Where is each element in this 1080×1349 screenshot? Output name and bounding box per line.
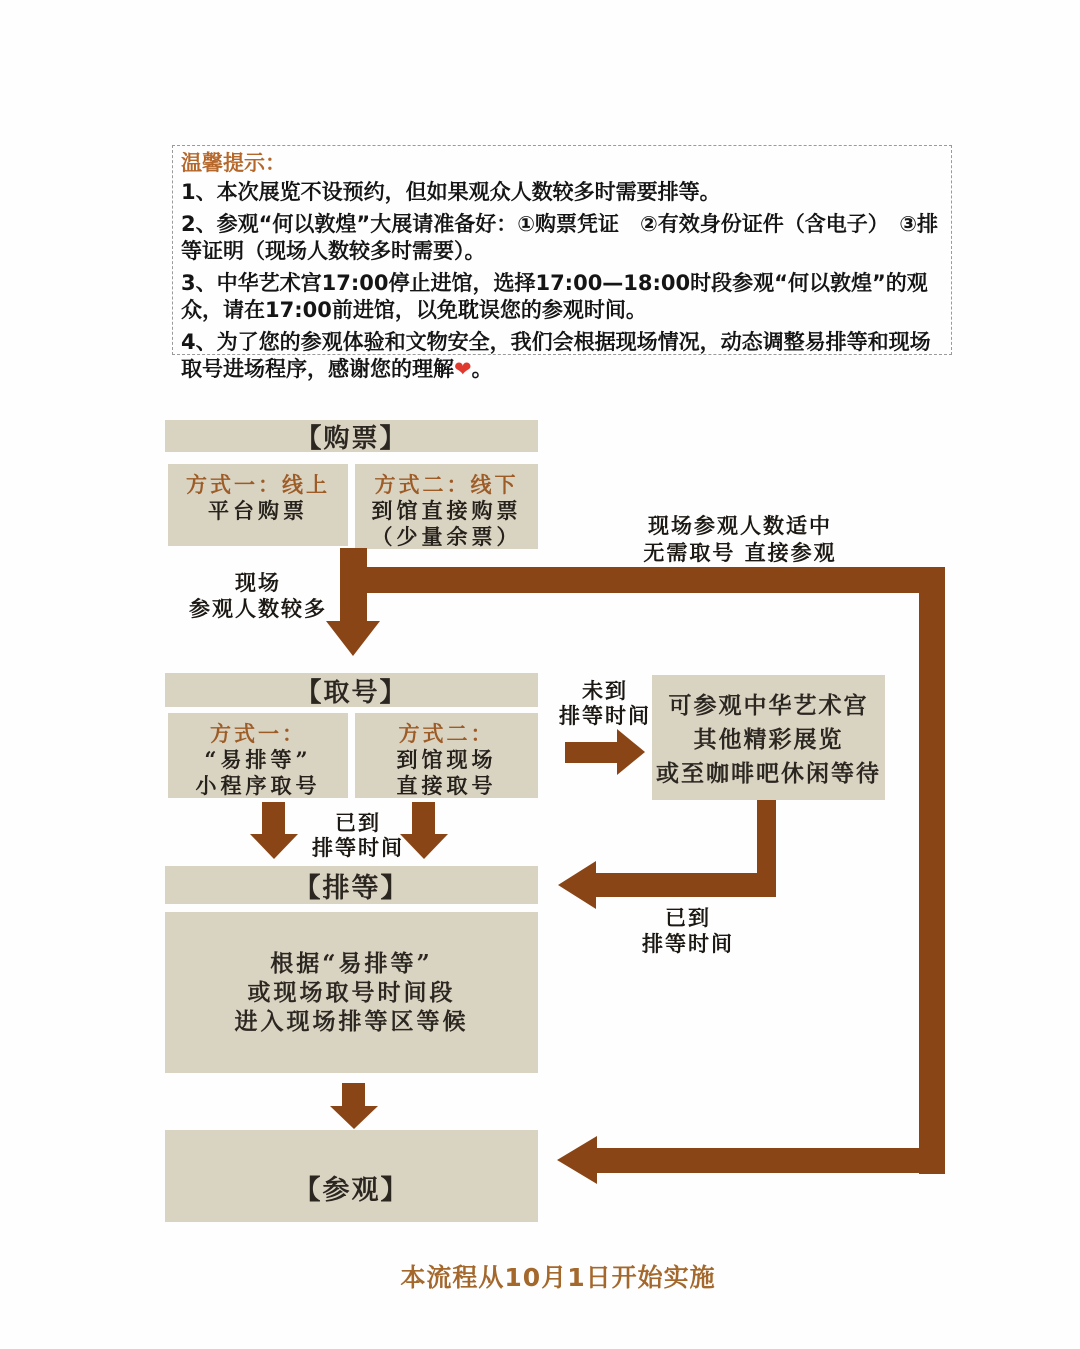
- buy-option-offline-title: 方式二：线下: [374, 472, 519, 497]
- buy-header-label: 【购票】: [295, 423, 408, 454]
- bypass-arrow-bottom-segment: [596, 1148, 945, 1173]
- label-time-arrived-center-line2: 排等时间: [312, 835, 404, 860]
- bypass-arrow-head: [557, 1136, 597, 1184]
- alt-activities-line2: 其他精彩展览: [693, 726, 844, 753]
- label-time-arrived-center-line1: 已到: [335, 810, 381, 835]
- arrow-buy-to-take-head: [326, 621, 380, 656]
- visit-label: 【参观】: [293, 1174, 410, 1206]
- label-crowded-line2: 参观人数较多: [189, 596, 327, 621]
- buy-option-offline-line2: （少量余票）: [371, 524, 522, 549]
- alt-activities-box: [652, 675, 885, 800]
- arrow-miniapp-to-queue-shaft: [262, 802, 285, 834]
- visit-box: [165, 1130, 538, 1222]
- take-option-onsite-box: [355, 713, 538, 798]
- notice-item-3: 3、中华艺术宫17:00停止进馆，选择17:00—18:00时段参观“何以敦煌”的观众，请在17:00前进馆，以免耽误您的参观时间。: [181, 271, 928, 322]
- alt-activities-line1: 可参观中华艺术宫: [668, 692, 869, 719]
- queue-header-box: [165, 866, 538, 904]
- queue-detail-box: [165, 912, 538, 1073]
- arrow-alt-to-queue-head: [558, 861, 596, 909]
- take-header-label: 【取号】: [295, 677, 408, 708]
- notice-item-4: [181, 329, 943, 383]
- take-option-onsite-line1: 到馆现场: [396, 747, 497, 772]
- bypass-arrow-right-segment: [919, 567, 945, 1174]
- take-option-miniapp-box: [168, 713, 348, 798]
- queue-detail-line2: 或现场取号时间段: [247, 979, 456, 1006]
- arrow-buy-to-take-shaft: [340, 548, 367, 621]
- notice-item-4-end: 。: [471, 357, 493, 381]
- queue-detail-line1: 根据“易排等”: [270, 950, 433, 977]
- label-not-yet-time-line1: 未到: [582, 678, 628, 703]
- label-time-arrived-right-line2: 排等时间: [642, 931, 734, 956]
- label-crowded: [176, 570, 340, 622]
- label-not-yet-time-line2: 排等时间: [559, 703, 651, 728]
- label-moderate-line2: 无需取号 直接参观: [643, 540, 837, 565]
- heart-icon: ❤: [454, 357, 472, 381]
- buy-header-box: [165, 420, 538, 452]
- arrow-to-alt-shaft: [565, 742, 617, 763]
- arrow-alt-to-queue-horizontal: [596, 873, 776, 897]
- take-option-miniapp-title: 方式一：: [210, 721, 306, 746]
- notice-item-4-text: 4、为了您的参观体验和文物安全，我们会根据现场情况，动态调整易排等和现场取号进场程序，感谢您的理解: [181, 330, 931, 381]
- arrow-queue-to-visit-head: [330, 1106, 378, 1129]
- bypass-arrow-top-segment: [367, 567, 945, 593]
- notice-title: 温馨提示：: [181, 151, 286, 175]
- arrow-onsite-to-queue-shaft: [412, 802, 435, 834]
- alt-activities-line3: 或至咖啡吧休闲等待: [656, 760, 881, 787]
- label-time-arrived-right: [631, 905, 745, 957]
- label-not-yet-time: [548, 678, 662, 728]
- label-moderate-line1: 现场参观人数适中: [648, 513, 832, 538]
- buy-option-online-title: 方式一：线上: [186, 472, 330, 497]
- arrow-queue-to-visit-shaft: [342, 1083, 365, 1106]
- notice-item-1: 1、本次展览不设预约，但如果观众人数较多时需要排等。: [181, 180, 721, 204]
- take-option-miniapp-line2: 小程序取号: [195, 773, 321, 798]
- buy-option-online-box: [168, 464, 348, 546]
- effective-date-caption: 本流程从10月1日开始实施: [400, 1263, 716, 1292]
- take-option-onsite-line2: 直接取号: [396, 773, 497, 798]
- label-crowded-line1: 现场: [235, 570, 281, 595]
- notice-item-2: 2、参观“何以敦煌”大展请准备好：①购票凭证 ②有效身份证件（含电子） ③排等证明（现场人数较多时需要）。: [181, 212, 939, 263]
- label-moderate: [630, 512, 850, 566]
- queue-header-label: 【排等】: [293, 872, 410, 904]
- arrow-to-alt-head: [617, 729, 645, 775]
- take-header-box: [165, 673, 538, 707]
- label-time-arrived-right-line1: 已到: [665, 905, 711, 930]
- buy-option-online-line1: 平台购票: [208, 498, 308, 523]
- take-option-onsite-title: 方式二：: [398, 721, 495, 746]
- label-time-arrived-center: [301, 810, 415, 860]
- queue-detail-line3: 进入现场排等区等候: [234, 1008, 469, 1035]
- buy-option-offline-line1: 到馆直接购票: [371, 498, 522, 523]
- buy-option-offline-box: [355, 464, 538, 549]
- notice-panel: [172, 145, 952, 381]
- arrow-miniapp-to-queue-head: [250, 834, 298, 859]
- take-option-miniapp-line1: “易排等”: [204, 747, 312, 772]
